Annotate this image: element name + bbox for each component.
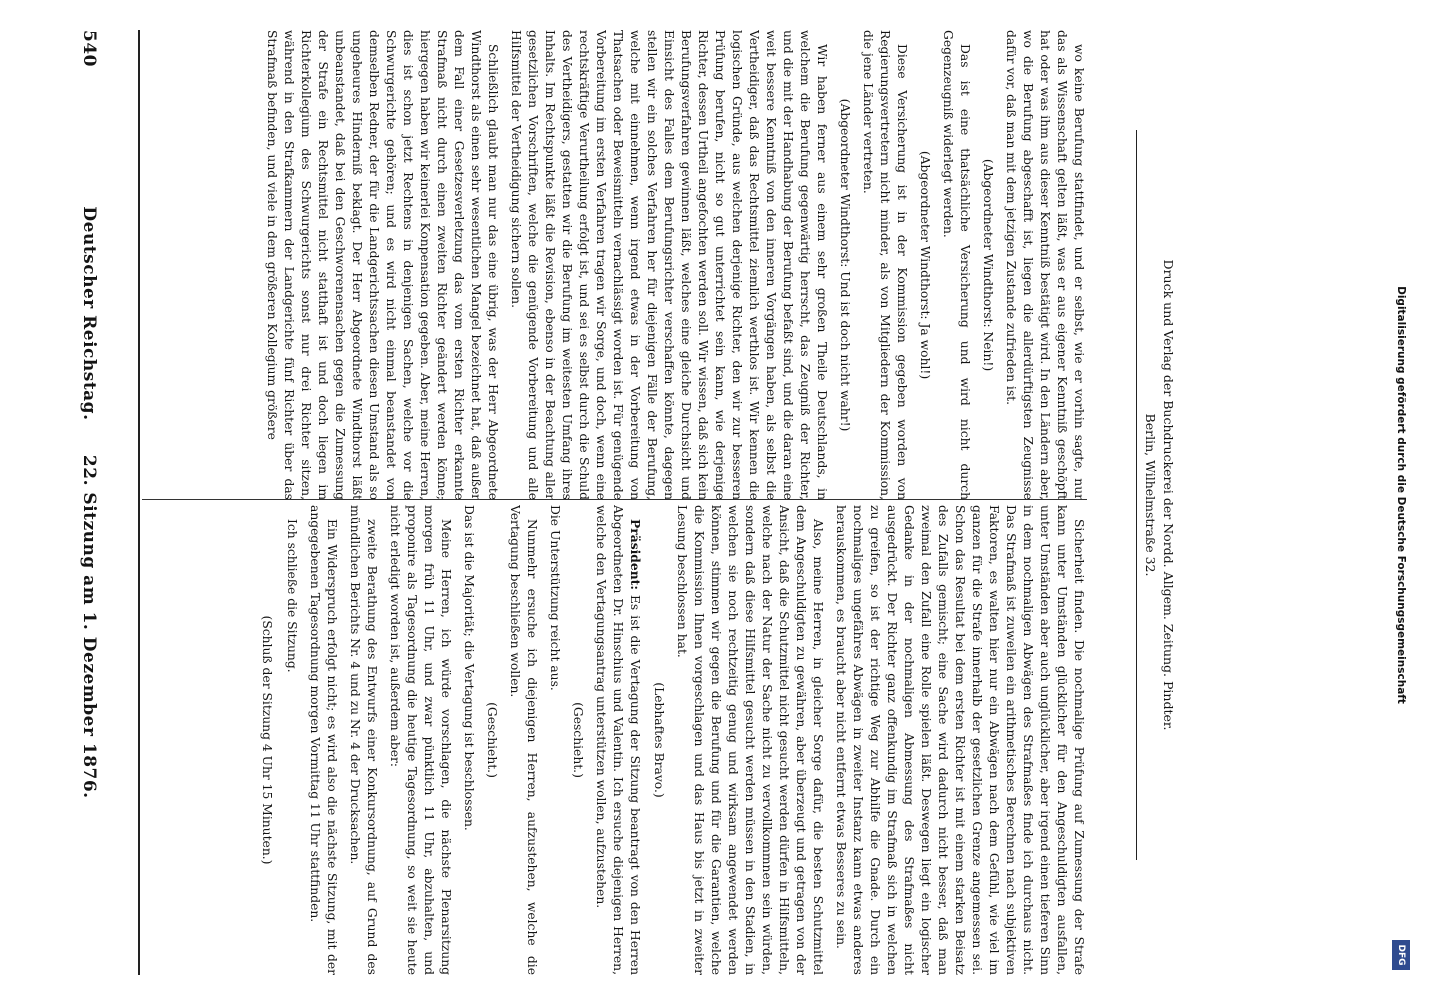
paragraph-text: (Lebhaftes Bravo.) (652, 682, 666, 798)
paragraph-text: Es ist die Vertagung der Sitzung beantragt von den Herren Abgeordneten Dr. Hinschius und Valentin. Ich ersuche diejenigen Herren, welche den Vertagungsantrag unterstützen wollen, aufzustehen. (594, 505, 642, 975)
running-head-source: Deutscher Reichstag. (79, 206, 99, 421)
paragraph (592, 505, 644, 975)
header-rule (138, 30, 140, 975)
paragraph-text: Sicherheit finden. Die nochmalige Prüfung auf Zumessung der Strafe kann unter Umständen glücklicher für den Angeschuldigten ausfallen, unter Umständen aber auch unglücklicher, aber irgend einen tieferen Sinn in dem nochmaligen Abwägen des Strafmaßes finde ich durchaus nicht. Das Strafmaß ist zuweilen ein arithmetisches Berechnen nach subjektiven Faktoren, es walten hier nur ein Abwägen nach dem Gefühl, wie viel im ganzen für die Strafe innerhalb der gesetzlichen Grenze angemessen sei. Schon das Resultat bei dem ersten Richter ist mit einem starken Beisatz des Zufalls gemischt; eine Sache wird dadurch nicht besser, daß man zweimal den Zufall eine Rolle spielen läßt. Deswegen liegt ein logischer Gedanke in der nochmaligen Abmessung des Strafmaßes nicht ausgedrückt. Der Richter ganz offenkundig im Strafmaß sich in welchen zu greifen, so ist der richtige Weg zur Abhilfe die Gnade. Durch ein nochmaliges ungefähres Abwägen in zweiter Instanz kann etwas anderes herauskommen, es braucht aber nicht entfernt etwas Besseres zu sein. (834, 505, 1086, 975)
paragraph (832, 505, 1087, 975)
paragraph-text: Nunmehr ersuche ich diejenigen Herren, aufzustehen, welche die Vertagung beschließen wollen. (508, 505, 539, 975)
paragraph (386, 505, 454, 975)
paragraph (859, 30, 910, 500)
imprint-rule (1136, 130, 1137, 860)
paragraph (506, 505, 540, 975)
paragraph-text: Diese Versicherung ist in der Kommission gegeben worden von Regierungsvertretern nicht minder, als von Mitgliedern der Kommission, die jene Länder vertreten. (861, 30, 909, 500)
paragraph-text: (Geschieht.) (485, 702, 499, 778)
stage-direction (836, 30, 853, 500)
stage-direction (916, 30, 933, 500)
stage-direction (569, 505, 586, 975)
paragraph (507, 30, 830, 500)
paragraph-text: (Schluß der Sitzung 4 Uhr 15 Minuten.) (260, 615, 274, 865)
imprint-line-1: Druck und Verlag der Buchdruckerei der Nordd. Allgem. Zeitung. Pindter. (1161, 259, 1176, 731)
paragraph-text: (Abgeordneter Windthorst: Nein!) (981, 158, 995, 372)
paragraph-text: Die Unterstützung reicht aus. (548, 505, 562, 691)
paragraph (1002, 30, 1087, 500)
speaker-label: Präsident: (628, 519, 643, 590)
paragraph (546, 505, 563, 975)
paragraph-text: Das ist die Majorität; die Vertagung ist beschlossen. (462, 505, 476, 831)
imprint-line-2: Berlin, Wilhelmstraße 32. (1143, 413, 1158, 577)
paragraph-text: (Abgeordneter Windthorst: Und ist doch nicht wahr!) (838, 98, 852, 432)
digitization-note-text: Digitalisierung gefördert durch die Deutsche Forschungsgemeinschaft (1395, 286, 1407, 704)
paragraph-text: Ich schließe die Sitzung. (285, 519, 299, 673)
paragraph (673, 505, 826, 975)
column-divider (142, 499, 1087, 500)
stage-direction (650, 505, 667, 975)
page-header (67, 30, 107, 975)
paragraph (263, 30, 501, 500)
paragraph-text: Meine Herren, ich würde vorschlagen, die nächste Plenarsitzung morgen früh 11 Uhr, und zwar pünktlich 11 Uhr, abzuhalten, und proponire als Tagesordnung die heutige Tagesordnung, so weit sie heute nicht erledigt worden ist, außerdem aber: (388, 505, 453, 975)
paragraph-text: Schließlich glaubt man nur das eine übrig, was der Herr Abgeordnete Windthorst als einen sehr wesentlichen Mangel bezeichnet hat, daß außer dem Fall einer Gesetzesverletzung das vom ersten Richter erkannte Strafmaß nicht durch einen zweiten Richter geändert werden könne; hiergegen haben wir keinerlei Konpensation gegeben. Aber, meine Herren, dies ist schon jetzt Rechtens in denjenigen Sachen, welche vor die Schwurgerichte gehören; und es wird nicht einmal beanstandet von demselben Redner, der für die Landgerichtssachen diesen Umstand als so ungeheures Hinderniß beklagt. Der Herr Abgeordnete Windthorst läßt unbeanstandet, daß bei den Geschworenensachen gegen die Zumessung der Strafe ein Rechtsmittel nicht statthaft ist und doch liegen im Richterkollegium des Schwurgerichts sonst nur drei Richter sitzen, während in den Strafkammern der Landgerichte fünf Richter über das Strafmaß befinden, und viele in dem größeren Kollegium größere (265, 30, 500, 500)
dfg-logo: DFG (1392, 940, 1410, 970)
paragraph (460, 505, 477, 975)
right-text-column (142, 505, 1087, 975)
paragraph-text: wo keine Berufung stattfindet, und er selbst, wie er vorhin sagte, nur das als Wissenschaft gelten läßt, was er aus eigener Kenntniß geschöpft hat oder was ihm aus dieser Kenntniß bestätigt wird. In den Ländern aber, wo die Berufung abgeschafft ist, liegen die allerdürftigsten Zeugnisse dafür vor, daß man mit dem jetzigen Zustande zufrieden ist. (1004, 30, 1086, 500)
stage-direction (979, 30, 996, 500)
paragraph-text: Wir haben ferner aus einem sehr großen Theile Deutschlands, in welchem die Berufung gegenwärtig herrscht, das Zeugniß der Richter, und die mit der Handhabung der Berufung befaßt sind, und die daran eine weit bessere Kenntniß von den inneren Vorgängen haben, als selbst die Vertheidiger, daß das Rechtsmittel ziemlich werthlos ist. Wir kennen die logischen Gründe, aus welchen derjenige Richter, den wir zur besseren Prüfung berufen, nicht so gut unterrichtet sein kann, wie derjenige Richter, dessen Urtheil angefochten werden soll. Wir wissen, daß sich kein Berufungsverfahren gewinnen läßt, welches eine gleiche Durchsicht und Einsicht des Falles dem Berufungsrichter verschaffen könnte, dagegen stellen wir ein solches Verfahren her für diejenigen Fälle der Berufung, welche mit einnehmen, wenn irgend etwas in der Vorbereitung von Thatsachen oder Beweismitteln vernachlässigt worden ist. Für genügende Vorbereitung im ersten Verfahren tragen wir Sorge, und doch, wenn eine rechtskräftige Verurtheilung erfolgt ist, und sei es selbst durch die Schuld des Vertheidigers, gestatten wir die Berufung im weitesten Umfang ihres Inhalts. Im Rechtspunkte läßt die Revision, ebenso in der Beachtung aller gesetzlichen Vorschriften, welche die genügende Vorbereitung und alle Hilfsmittel der Vertheidigung sichern sollen. (509, 30, 829, 500)
printer-imprint (1141, 130, 1177, 860)
paragraph-text: Ein Widerspruch erfolgt nicht; es wird also die nächste Sitzung, mit der angegebenen Tagesordnung morgen Vormittag 11 Uhr stattfinden. (308, 505, 339, 975)
paragraph (939, 30, 973, 500)
paragraph-text: (Geschieht.) (571, 702, 585, 778)
paragraph (306, 505, 340, 975)
page-number: 540 (79, 30, 99, 67)
running-head-session: 22. Sitzung am 1. Dezember 1876. (79, 454, 99, 799)
paragraph (283, 505, 300, 975)
digitization-note (1390, 20, 1412, 970)
paragraph-text: Also, meine Herren, in gleicher Sorge dafür, die besten Schutzmittel dem Angeschuldigten zu gewähren, aber überzeugt und getragen von der Ansicht, daß die Schutzmittel nicht gesucht werden dürfen in Hilfsmitteln, welche nach der Natur der Sache nicht zu vervollkommnen sein würden, sondern daß diese Hilfsmittel gesucht werden müssen in den Stadien, in welchen sie noch rechtzeitig genug und wirksam angewendet werden können, stimmen wir gegen die Berufung und für die Garantien, welche die Kommission Ihnen vorgeschlagen und das Haus bis jetzt in zweiter Lesung beschlossen hat. (675, 505, 825, 975)
paragraph-text: Das ist eine thatsächliche Versicherung und wird nicht durch Gegenzeugniß widerlegt werden. (941, 30, 972, 500)
paragraph-text: zweite Berathung des Entwurfs einer Konkursordnung, auf Grund des mündlichen Berichts Nr. 4 und zu Nr. 4 der Drucksachen. (348, 505, 379, 975)
left-text-column (142, 30, 1087, 500)
stage-direction (483, 505, 500, 975)
running-head (79, 30, 99, 975)
paragraph-text: (Abgeordneter Windthorst: Ja wohl!) (918, 150, 932, 380)
paragraph (346, 505, 380, 975)
session-closing-note (258, 505, 275, 975)
